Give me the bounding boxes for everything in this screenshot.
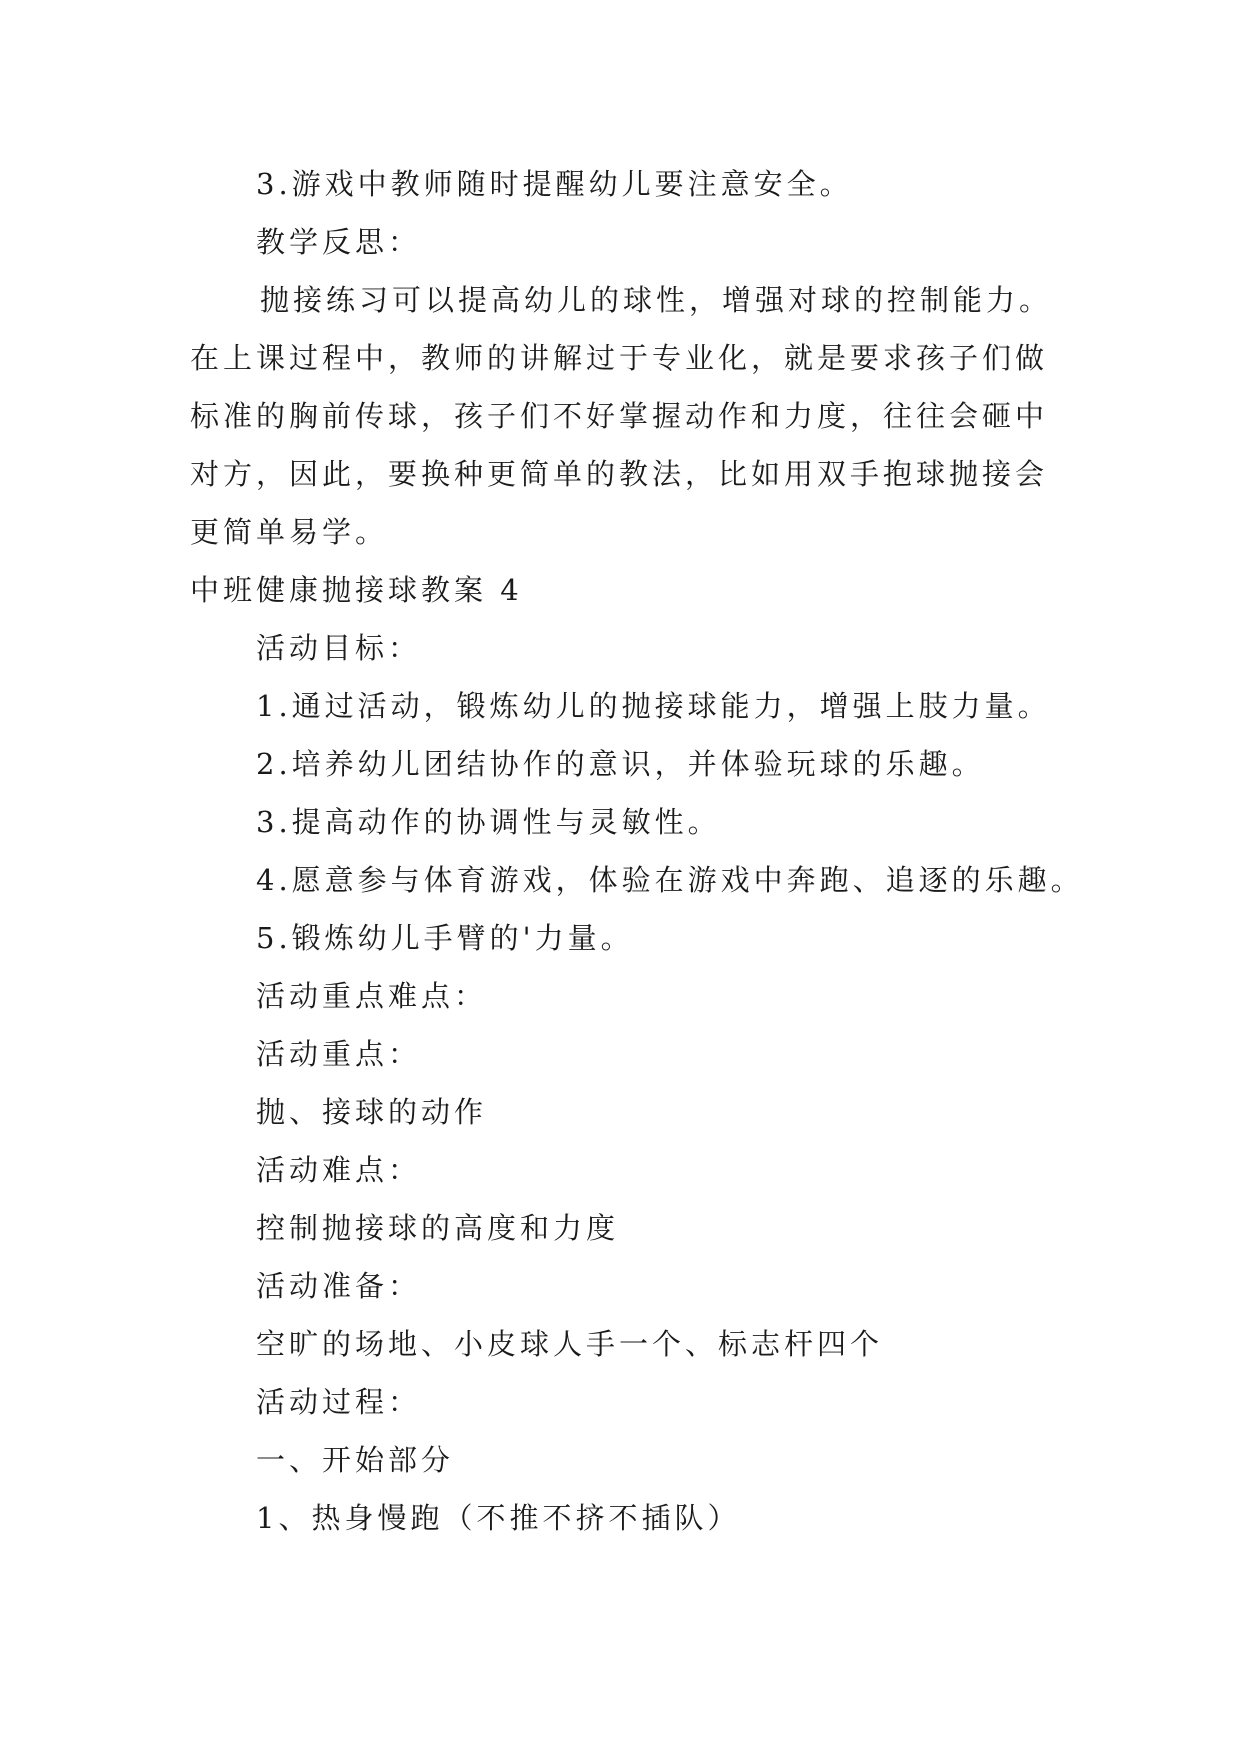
difficult-points-heading: 活动难点： (256, 1153, 422, 1187)
goal-item-1: 1.通过活动，锻炼幼儿的抛接球能力，增强上肢力量。 (256, 689, 1051, 723)
key-points-text: 抛、接球的动作 (256, 1095, 488, 1129)
reflection-heading: 教学反思： (256, 225, 422, 259)
lesson-plan-title: 中班健康抛接球教案 4 (190, 573, 523, 607)
goal-item-5: 5.锻炼幼儿手臂的'力量。 (256, 921, 634, 955)
process-heading: 活动过程： (256, 1385, 422, 1419)
key-difficult-points-heading: 活动重点难点： (256, 979, 488, 1013)
preparation-heading: 活动准备： (256, 1269, 422, 1303)
goal-item-4: 4.愿意参与体育游戏，体验在游戏中奔跑、追逐的乐趣。 (256, 863, 1084, 897)
reflection-paragraph-line-3: 标准的胸前传球，孩子们不好掌握动作和力度，往往会砸中 (190, 399, 1049, 433)
difficult-points-text: 控制抛接球的高度和力度 (256, 1211, 620, 1245)
reflection-paragraph-line-5: 更简单易学。 (190, 515, 389, 549)
process-section-1: 一、开始部分 (256, 1443, 455, 1477)
safety-reminder-line: 3.游戏中教师随时提醒幼儿要注意安全。 (256, 167, 853, 201)
goals-heading: 活动目标： (256, 631, 422, 665)
preparation-text: 空旷的场地、小皮球人手一个、标志杆四个 (256, 1327, 884, 1361)
process-step-1: 1、热身慢跑（不推不挤不插队） (256, 1501, 741, 1535)
reflection-paragraph-line-4: 对方，因此，要换种更简单的教法，比如用双手抱球抛接会 (190, 457, 1049, 491)
reflection-paragraph-line-1: 抛接练习可以提高幼儿的球性，增强对球的控制能力。 (260, 283, 1053, 317)
reflection-paragraph-line-2: 在上课过程中，教师的讲解过于专业化，就是要求孩子们做 (190, 341, 1049, 375)
goal-item-2: 2.培养幼儿团结协作的意识，并体验玩球的乐趣。 (256, 747, 985, 781)
key-points-heading: 活动重点： (256, 1037, 422, 1071)
goal-item-3: 3.提高动作的协调性与灵敏性。 (256, 805, 721, 839)
